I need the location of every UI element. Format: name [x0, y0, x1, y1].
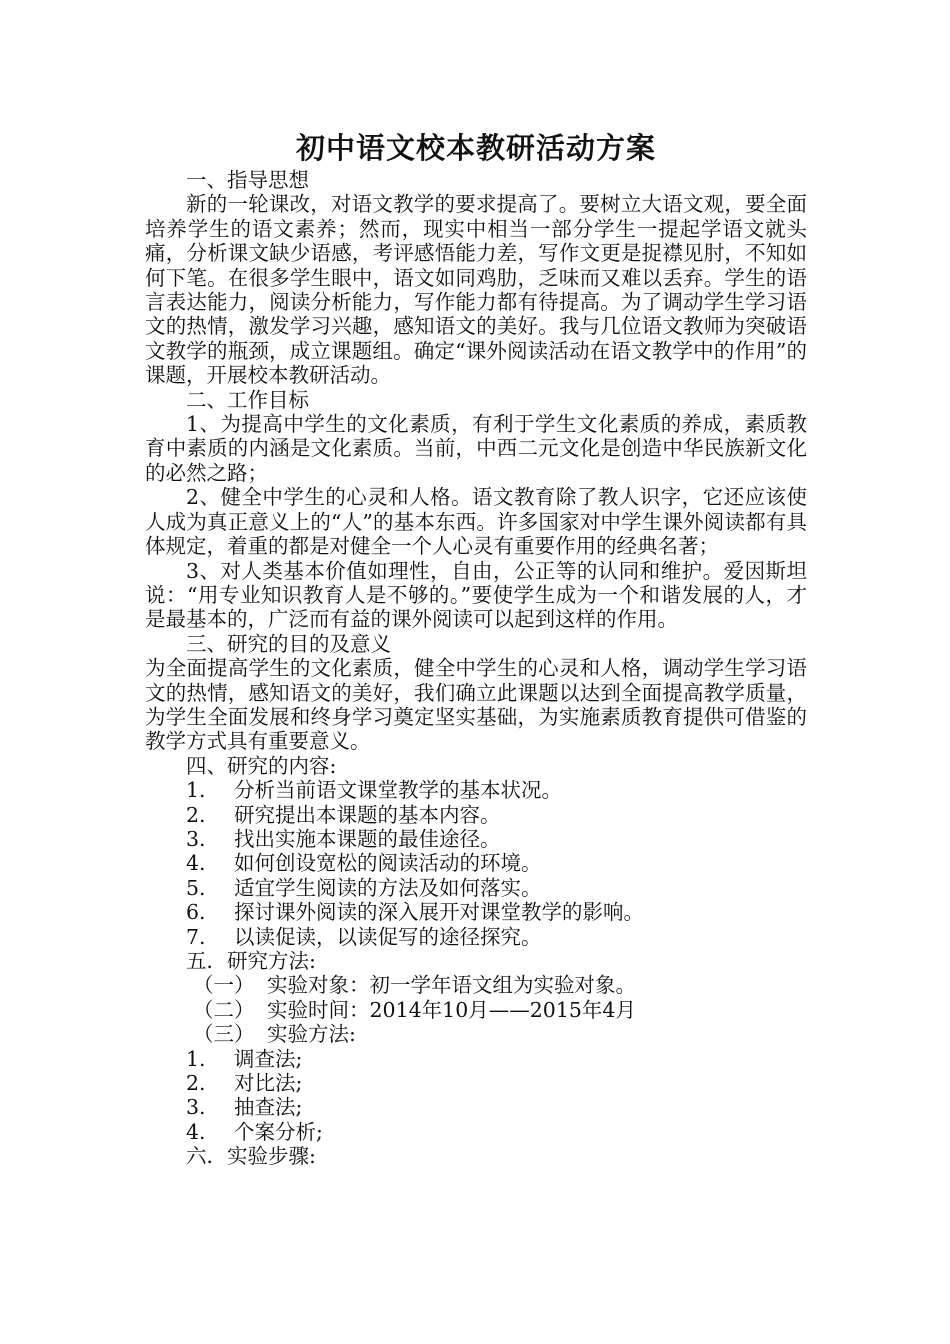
section-heading-purpose: 三、研究的目的及意义	[186, 631, 391, 656]
list-item-text: 抽查法;	[234, 1095, 303, 1120]
list-item-text: 分析当前语文课堂教学的基本状况。	[234, 778, 562, 803]
paragraph-guiding-thought: 新的一轮课改，对语文教学的要求提高了。要树立大语文观，要全面培养学生的语文素养；然而，现实中相当一部分学生一提起学语文就头痛，分析课文缺少语感，考评感悟能力差，写作文更是捉襟见肘，不知如何下笔。在很多学生眼中，语文如同鸡肋，乏味而又难以丢弃。学生的语言表达能力，阅读分析能力，写作能力都有待提高。为了调动学生学习语文的热情，激发学习兴趣，感知语文的美好。我与几位语文教师为突破语文教学的瓶颈，成立课题组。确定“课外阅读活动在语文教学中的作用”的课题，开展校本教研活动。	[145, 192, 807, 388]
list-item-number: 2.	[186, 802, 206, 827]
list-item-number: 3.	[186, 826, 206, 851]
list-item-number: 2.	[186, 1071, 206, 1096]
subsection-text: 实验方法:	[267, 1022, 356, 1047]
list-item-text: 调查法;	[234, 1046, 303, 1071]
list-item	[145, 1095, 807, 1119]
subsection-text: 实验对象：初一学年语文组为实验对象。	[267, 973, 636, 998]
list-item-text: 以读促读，以读促写的途径探究。	[234, 924, 542, 949]
list-item	[145, 1071, 807, 1095]
subsection-item	[145, 1022, 807, 1046]
list-item-number: 4.	[186, 851, 206, 876]
list-item	[145, 1120, 807, 1144]
list-item	[145, 778, 807, 802]
section-heading-methods: 五．研究方法:	[186, 949, 316, 973]
document-title: 初中语文校本教研活动方案	[295, 131, 656, 165]
list-item-text: 个案分析;	[234, 1119, 323, 1144]
section-heading-content: 四、研究的内容:	[186, 753, 337, 778]
list-item	[145, 803, 807, 827]
paragraph-goal-1: 1、为提高中学生的文化素质，有利于学生文化素质的养成，素质教育中素质的内涵是文化素质。当前，中西二元文化是创造中华民族新文化的必然之路；	[145, 412, 807, 485]
list-item-text: 找出实施本课题的最佳途径。	[234, 826, 501, 851]
list-item-text: 适宜学生阅读的方法及如何落实。	[234, 875, 542, 900]
subsection-text: 实验时间：2014年10月——2015年4月	[267, 997, 636, 1022]
list-item	[145, 925, 807, 949]
list-item-text: 探讨课外阅读的深入展开对课堂教学的影响。	[234, 900, 644, 925]
paragraph-purpose: 为全面提高学生的文化素质，健全中学生的心灵和人格，调动学生学习语文的热情，感知语文的美好，我们确立此课题以达到全面提高教学质量，为学生全面发展和终身学习奠定坚实基础，为实施素质教育提供可借鉴的教学方式具有重要意义。	[145, 656, 807, 754]
subsection-number: （二）	[193, 997, 255, 1022]
subsection-number: （一）	[193, 973, 255, 998]
section-heading-work-goals: 二、工作目标	[186, 387, 309, 412]
section-heading-steps: 六．实验步骤:	[186, 1144, 316, 1169]
subsection-item	[145, 973, 807, 997]
list-item-number: 6.	[186, 900, 206, 925]
list-item-number: 1.	[186, 1046, 206, 1071]
list-item	[145, 1047, 807, 1071]
list-item-number: 4.	[186, 1119, 206, 1144]
subsection-number: （三）	[193, 1022, 255, 1047]
list-item	[145, 876, 807, 900]
list-item	[145, 827, 807, 851]
list-item-text: 如何创设宽松的阅读活动的环境。	[234, 851, 542, 876]
subsection-item	[145, 998, 807, 1022]
list-item-text: 对比法;	[234, 1071, 303, 1096]
list-item	[145, 900, 807, 924]
list-item	[145, 851, 807, 875]
list-item-number: 7.	[186, 924, 206, 949]
list-item-text: 研究提出本课题的基本内容。	[234, 802, 501, 827]
paragraph-goal-3: 3、对人类基本价值如理性，自由，公正等的认同和维护。爱因斯坦说：“用专业知识教育人是不够的。”要使学生成为一个和谐发展的人，才是最基本的，广泛而有益的课外阅读可以起到这样的作用。	[145, 558, 807, 632]
document-page	[145, 128, 807, 1169]
list-item-number: 3.	[186, 1095, 206, 1120]
section-heading-guiding-thought: 一、指导思想	[186, 168, 309, 192]
list-item-number: 1.	[186, 778, 206, 803]
paragraph-goal-2: 2、健全中学生的心灵和人格。语文教育除了教人识字，它还应该使人成为真正意义上的“人”的基本东西。许多国家对中学生课外阅读都有具体规定，着重的都是对健全一个人心灵有重要作用的经典名著；	[145, 485, 807, 559]
list-item-number: 5.	[186, 875, 206, 900]
